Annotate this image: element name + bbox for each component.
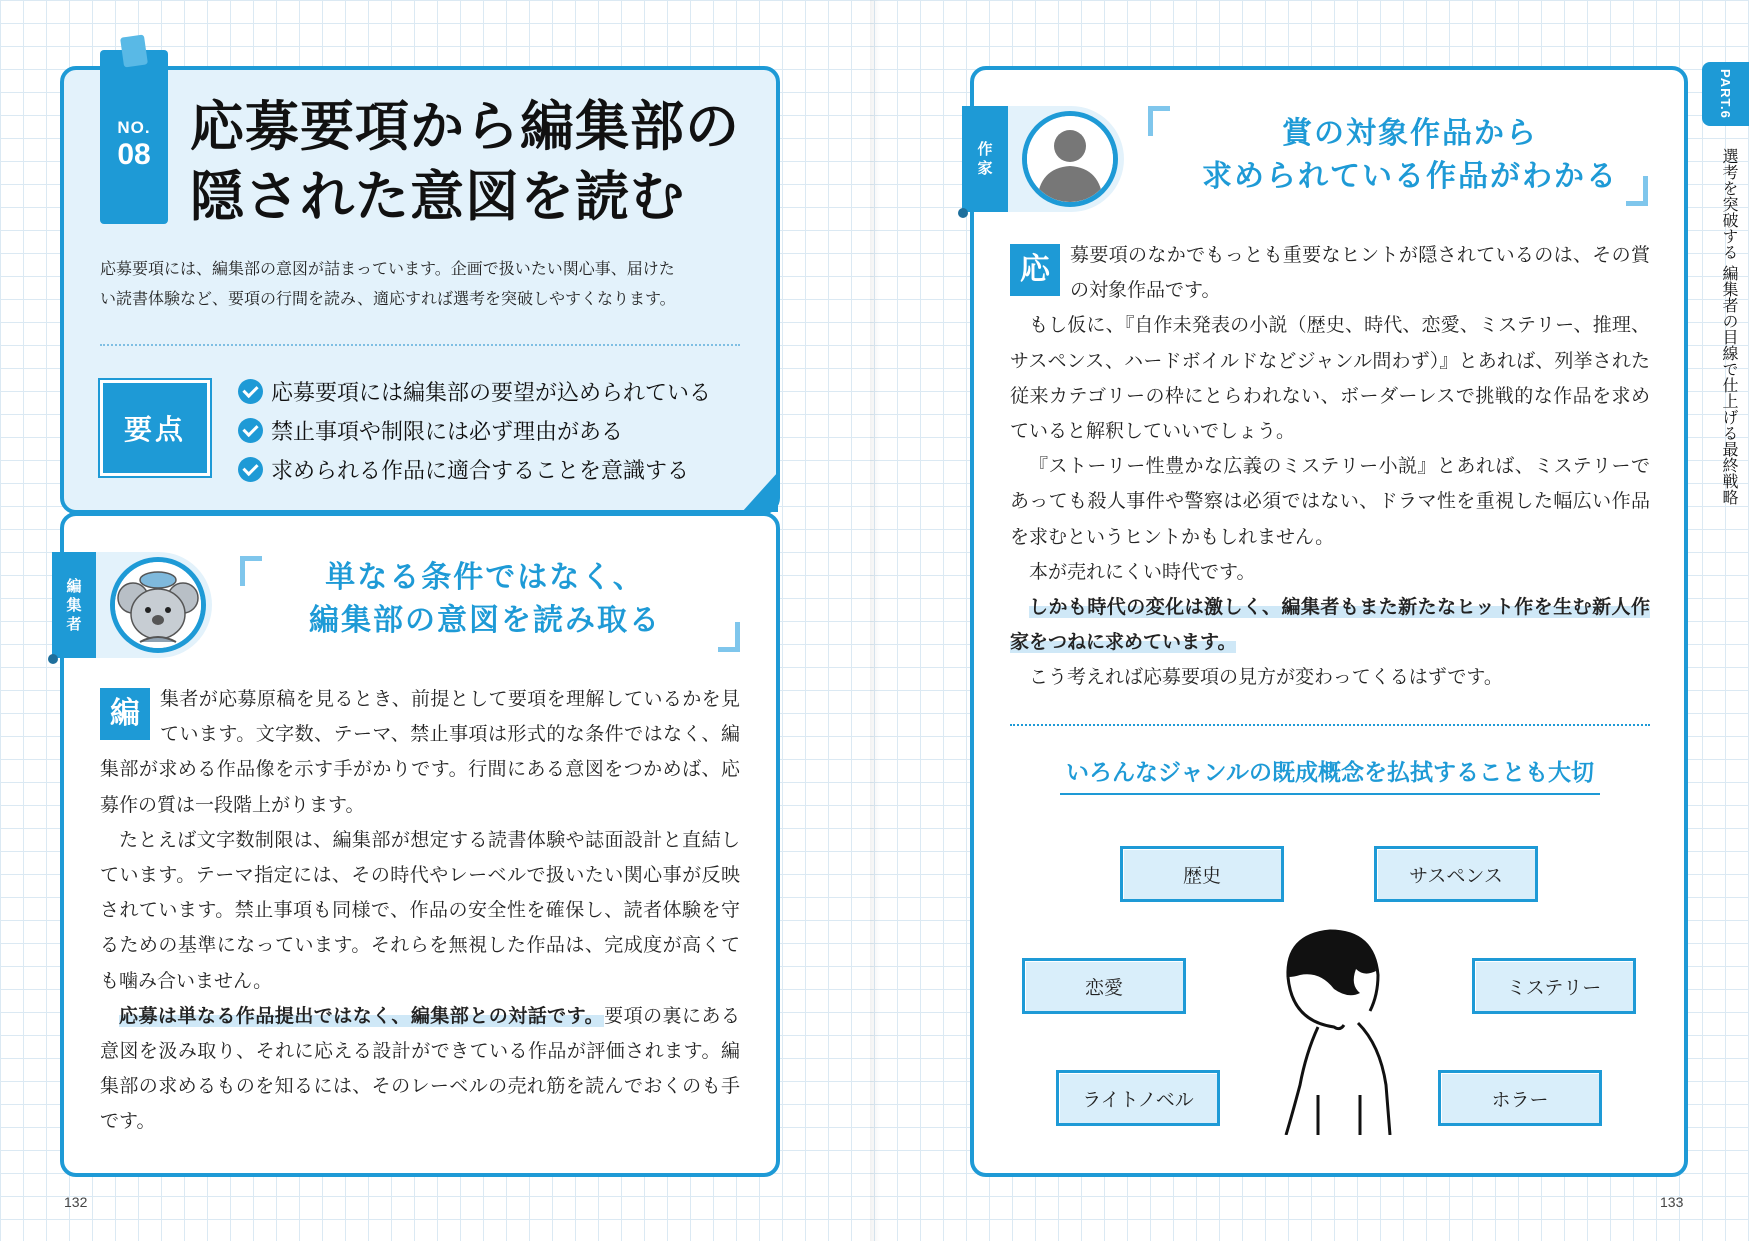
writer-body-text: [1010, 238, 1650, 696]
editor-quote-line2: 編集部の意図を読み取る: [309, 603, 661, 638]
speaker-tag-char: 作: [977, 140, 993, 158]
paper-clip-icon: [120, 34, 148, 67]
drop-cap: 応: [1010, 244, 1060, 296]
highlighted-text: 応募は単なる作品提出ではなく、編集部との対話です。: [119, 1004, 605, 1027]
section-no-number: 08: [117, 138, 151, 171]
key-point-text: 応募要項には編集部の要望が込められている: [271, 381, 712, 406]
writer-quote-line2: 求められている作品がわかる: [1202, 159, 1618, 194]
quote-open-mark: [240, 556, 262, 586]
body-paragraph-text: 本が売れにくい時代です。: [1029, 560, 1256, 583]
writer-quote: [1160, 112, 1660, 198]
key-point-text: 求められる作品に適合することを意識する: [271, 459, 690, 484]
body-paragraph: [100, 682, 740, 823]
writer-avatar: [1022, 111, 1118, 207]
highlighted-text: しかも時代の変化は激しく、編集者もまた新たなヒット作を生む新人作家をつねに求めています。: [1010, 596, 1650, 654]
chapter-side-line2: 編集者の目線で仕上げる最終戦略: [1720, 265, 1739, 506]
body-paragraph-text: 『ストーリー性豊かな広義のミステリー小説』とあれば、ミステリーであっても殺人事件や警察は必須ではない、ドラマ性を重視した幅広い作品を求むというヒントかもしれません。: [1010, 455, 1650, 548]
part-tab: PART.6: [1702, 62, 1749, 126]
body-paragraph: [1010, 238, 1650, 308]
key-point-item: [238, 450, 758, 489]
speaker-pin: [958, 208, 968, 218]
key-point-item: [238, 372, 758, 411]
chapter-side-line1: 選考を突破する: [1720, 148, 1739, 260]
speaker-tag-char: 編: [66, 576, 82, 595]
editor-quote: [260, 556, 710, 642]
dotted-divider: [1010, 724, 1650, 726]
quote-close-mark: [1626, 176, 1648, 206]
genre-box: サスペンス: [1374, 846, 1538, 902]
lead-text: [100, 254, 745, 314]
editor-body-text: [100, 682, 740, 1140]
page-number-right: 133: [1660, 1194, 1684, 1210]
page-title: [190, 92, 770, 232]
key-point-item: [238, 411, 758, 450]
genre-box: ホラー: [1438, 1070, 1602, 1126]
body-paragraph-text: こう考えれば応募要項の見方が変わってくるはずです。: [1029, 666, 1503, 689]
check-icon: [238, 457, 263, 482]
check-icon: [238, 418, 263, 443]
section-no-label: NO.: [117, 118, 151, 137]
body-paragraph-text: 集者が応募原稿を見るとき、前提として要項を理解しているかを見ています。文字数、テーマ、禁止事項は形式的な条件ではなく、編集部が求める作品像を示す手がかりです。行間にある意図をつかめば、応募作の質は一段階上がります。: [100, 688, 740, 816]
speaker-tag-writer: [962, 106, 1008, 212]
speaker-tag-char: 集: [66, 595, 82, 614]
key-points-list: [238, 372, 758, 489]
lead-line1: 応募要項には、編集部の意図が詰まっています。企画で扱いたい関心事、届けた: [100, 259, 675, 278]
speaker-tag-editor: [52, 552, 96, 658]
person-illustration-icon: [1260, 925, 1410, 1135]
genre-box: 歴史: [1120, 846, 1284, 902]
body-paragraph: [1010, 449, 1650, 555]
genre-section-title: いろんなジャンルの既成概念を払拭することも大切: [1060, 754, 1600, 795]
key-point-text: 禁止事項や制限には必ず理由がある: [271, 420, 624, 445]
check-icon: [238, 379, 263, 404]
book-spine: [870, 0, 880, 1241]
chapter-side-title: [1706, 148, 1746, 508]
genre-box: 恋愛: [1022, 958, 1186, 1014]
body-paragraph: [1010, 555, 1650, 590]
body-paragraph: [1010, 660, 1650, 695]
body-paragraph: [100, 999, 740, 1140]
speaker-tag-char: 家: [977, 159, 993, 177]
body-paragraph-text: 募要項のなかでもっとも重要なヒントが隠されているのは、その賞の対象作品です。: [1070, 244, 1650, 302]
drop-cap: 編: [100, 688, 150, 740]
body-paragraph-text: もし仮に、『自作未発表の小説（歴史、時代、恋愛、ミステリー、推理、サスペンス、ハードボイルドなどジャンル問わず）』とあれば、列挙された従来カテゴリーの枠にとらわれない、ボーダーレスで挑戦的な作品を求めていると解釈していいでしょう。: [1010, 314, 1650, 443]
body-paragraph-text: 要項の裏にある意図を汲み取り、それに応える設計ができている作品が評価されます。編集部の求めるものを知るには、そのレーベルの売れ筋を読んでおくのも手です。: [100, 1004, 740, 1133]
page-number-left: 132: [64, 1194, 88, 1210]
body-paragraph: [100, 823, 740, 999]
page-title-line2: 隠された意図を読む: [190, 165, 685, 228]
body-paragraph-text: たとえば文字数制限は、編集部が想定する読書体験や誌面設計と直結しています。テーマ指定には、その時代やレーベルで扱いたい関心事が反映されています。禁止事項も同様で、作品の安全性を確保し、読者体験を守るための基準になっています。それらを無視した作品は、完成度が高くても噛み合いません。: [100, 828, 740, 992]
body-paragraph: [1010, 590, 1650, 660]
speaker-pin: [48, 654, 58, 664]
body-paragraph: [1010, 308, 1650, 449]
writer-quote-line1: 賞の対象作品から: [1282, 116, 1538, 151]
genre-box: ライトノベル: [1056, 1070, 1220, 1126]
key-points-label: 要点: [100, 380, 210, 476]
writer-speaker-badge: [962, 106, 1124, 212]
section-number-tab: [100, 50, 168, 224]
editor-speaker-badge: [52, 552, 212, 658]
editor-quote-line1: 単なる条件ではなく、: [325, 560, 645, 595]
lead-line2: い読書体験など、要項の行間を読み、適応すれば選考を突破しやすくなります。: [100, 289, 676, 308]
page-title-line1: 応募要項から編集部の: [190, 95, 740, 158]
genre-box: ミステリー: [1472, 958, 1636, 1014]
quote-close-mark: [718, 622, 740, 652]
speaker-tag-char: 者: [66, 614, 82, 633]
dotted-divider: [100, 344, 740, 346]
editor-koala-avatar: [110, 557, 206, 653]
